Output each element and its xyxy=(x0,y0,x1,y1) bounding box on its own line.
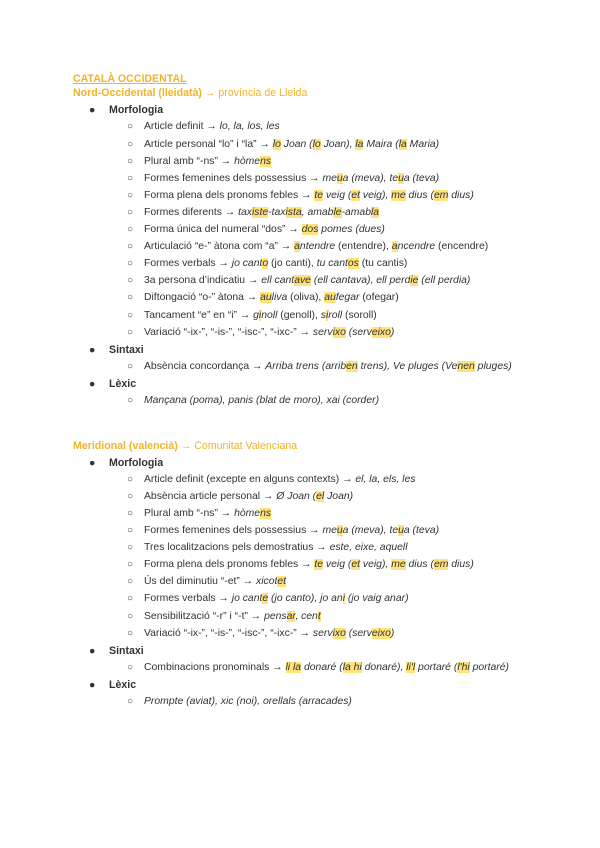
item-text: Prompte (aviat), xic (noi), orellals (arracades) xyxy=(144,696,352,707)
item-text: Plural amb “-ns” → xyxy=(144,507,235,519)
item-text: este, eixe, aquell xyxy=(329,542,408,554)
item-text: veig ( xyxy=(323,189,352,201)
hollow-bullet-icon: ○ xyxy=(127,241,134,253)
list-item xyxy=(127,627,395,639)
highlighted-text: la xyxy=(370,206,380,218)
item-text: s xyxy=(320,309,326,321)
list-item xyxy=(127,525,440,536)
item-text: (serv xyxy=(345,627,372,639)
highlighted-text: i xyxy=(325,309,329,321)
hollow-bullet-icon: ○ xyxy=(127,610,134,622)
list-item xyxy=(127,490,354,502)
hollow-bullet-icon: ○ xyxy=(127,360,134,372)
item-text: pluges) xyxy=(474,360,512,372)
item-text: el, la, els, les xyxy=(355,473,416,485)
list-item xyxy=(127,696,352,707)
highlighted-text: nen xyxy=(457,360,475,372)
item-text: a (meva), te xyxy=(342,172,399,184)
highlighted-text: ave xyxy=(294,275,311,287)
item-text: Plural amb “-ns” → xyxy=(144,155,235,167)
section-heading-name: Meridional (valencià) xyxy=(73,439,178,452)
list-item xyxy=(127,542,408,554)
highlighted-text: la xyxy=(355,138,364,150)
item-text: donaré ( xyxy=(301,661,343,673)
highlighted-text: e xyxy=(262,593,269,605)
highlighted-text: ixo xyxy=(332,326,346,338)
list-item xyxy=(127,395,380,406)
item-text: ell cant xyxy=(261,275,295,287)
item-text: Formes diferents → xyxy=(144,206,239,218)
highlighted-text: li la xyxy=(285,661,302,673)
highlighted-text: la xyxy=(398,138,407,150)
hollow-bullet-icon: ○ xyxy=(127,395,134,406)
highlighted-text: me xyxy=(391,189,406,201)
filled-bullet-icon: ● xyxy=(89,377,96,390)
item-text: (jo canti), xyxy=(268,258,317,270)
hollow-bullet-icon: ○ xyxy=(127,627,134,639)
highlighted-text: eixo xyxy=(371,326,391,338)
highlighted-text: te xyxy=(314,559,324,571)
highlighted-text: u xyxy=(398,525,404,536)
hollow-bullet-icon: ○ xyxy=(127,542,134,554)
highlighted-text: dos xyxy=(301,224,319,235)
highlighted-text: l'hi xyxy=(457,661,470,673)
list-item xyxy=(127,507,272,519)
highlighted-text: i xyxy=(342,593,345,605)
highlighted-text: te xyxy=(314,189,324,201)
item-text: tu cant xyxy=(316,258,348,270)
item-text: (serv xyxy=(345,326,372,338)
list-item xyxy=(127,610,321,622)
item-text: Joan ( xyxy=(280,138,313,150)
item-text: dius) xyxy=(448,189,474,201)
item-text: Tres localitzacions pels demostratius → xyxy=(144,542,330,554)
highlighted-text: au xyxy=(324,292,336,304)
highlighted-text: ixo xyxy=(332,627,346,639)
highlighted-text: em xyxy=(433,189,449,201)
item-text: a (meva), te xyxy=(342,525,399,536)
filled-bullet-icon: ● xyxy=(89,104,96,117)
hollow-bullet-icon: ○ xyxy=(127,292,134,304)
item-text: pomes (dues) xyxy=(318,224,385,235)
item-text: Variació “-ix-”, “-is-”, “-isc-”, “-ixc-” → xyxy=(144,627,313,639)
item-text: (entendre), xyxy=(335,241,392,253)
category-heading xyxy=(89,377,137,390)
category-label: Lèxic xyxy=(109,678,137,691)
highlighted-text: li'l xyxy=(406,661,416,673)
section-heading-region: → Comunitat Valenciana xyxy=(177,439,298,452)
item-text: (ofegar) xyxy=(359,292,399,304)
filled-bullet-icon: ● xyxy=(89,644,96,657)
item-text: Article definit (excepte en alguns contexts) → xyxy=(144,473,356,485)
highlighted-text: ar xyxy=(286,610,296,622)
category-label: Sintaxi xyxy=(109,644,144,657)
hollow-bullet-icon: ○ xyxy=(127,559,134,571)
list-item xyxy=(127,559,474,571)
item-text: xicot xyxy=(256,576,278,588)
list-item xyxy=(127,326,395,338)
hollow-bullet-icon: ○ xyxy=(127,326,134,338)
item-text: Absència concordança → xyxy=(144,360,266,372)
section-heading xyxy=(73,87,307,99)
item-text: Article definit → xyxy=(144,121,220,133)
hollow-bullet-icon: ○ xyxy=(127,121,134,133)
section-heading xyxy=(73,440,297,452)
item-text: Joan) xyxy=(324,490,354,502)
filled-bullet-icon: ● xyxy=(89,343,96,356)
item-text: Sensibilització “-r” i “-t” → xyxy=(144,610,265,622)
item-text: (jo canto), jo an xyxy=(268,593,343,605)
highlighted-text: au xyxy=(260,292,272,304)
highlighted-text: la hi xyxy=(342,661,362,673)
hollow-bullet-icon: ○ xyxy=(127,189,134,201)
item-text: Formes femenines dels possessius → xyxy=(144,525,323,536)
list-item xyxy=(127,121,280,133)
item-text: me xyxy=(322,172,337,184)
item-text: hòme xyxy=(234,155,261,167)
item-text: Forma plena dels pronoms febles → xyxy=(144,559,315,571)
item-text: Formes femenines dels possessius → xyxy=(144,172,323,184)
item-text: dius) xyxy=(448,559,474,571)
highlighted-text: a xyxy=(391,241,398,253)
item-text: donaré), xyxy=(361,661,407,673)
hollow-bullet-icon: ○ xyxy=(127,138,134,150)
item-text: Articulació “e-” àtona com “a” → xyxy=(144,241,295,253)
item-text: (oliva), xyxy=(287,292,325,304)
item-text: roll xyxy=(328,309,343,321)
item-text: veig ( xyxy=(323,559,352,571)
list-item xyxy=(127,292,399,304)
filled-bullet-icon: ● xyxy=(89,678,96,691)
item-text: serv xyxy=(312,326,333,338)
item-text: Mançana (poma), panis (blat de moro), xai (corder) xyxy=(144,395,380,406)
hollow-bullet-icon: ○ xyxy=(127,593,134,605)
item-text: Formes verbals → xyxy=(144,258,232,270)
item-text: (ell cantava), ell perd xyxy=(310,275,411,287)
item-text: Maira ( xyxy=(363,138,399,150)
list-item xyxy=(127,258,408,270)
item-text: , amab xyxy=(301,206,334,218)
item-text: veig), xyxy=(360,189,392,201)
highlighted-text: os xyxy=(347,258,359,270)
item-text: Ø xyxy=(276,490,285,502)
item-text: , cen xyxy=(295,610,318,622)
section-heading-name: Nord-Occidental (lleidatà) xyxy=(73,87,202,100)
list-item xyxy=(127,224,385,235)
highlighted-text: u xyxy=(398,172,404,184)
hollow-bullet-icon: ○ xyxy=(127,275,134,287)
item-text: a (teva) xyxy=(403,172,440,184)
item-text: a (teva) xyxy=(403,525,440,536)
hollow-bullet-icon: ○ xyxy=(127,224,134,235)
highlighted-text: et xyxy=(277,576,287,588)
item-text: trens), Ve pluges (Ve xyxy=(357,360,458,372)
item-text: Forma plena dels pronoms febles → xyxy=(144,189,315,201)
list-item xyxy=(127,473,416,485)
item-text: serv xyxy=(312,627,333,639)
item-text: Joan), xyxy=(320,138,356,150)
highlighted-text: u xyxy=(336,525,343,536)
list-item xyxy=(127,661,509,673)
hollow-bullet-icon: ○ xyxy=(127,661,134,673)
category-heading xyxy=(89,104,164,117)
hollow-bullet-icon: ○ xyxy=(127,576,134,588)
item-text: noll xyxy=(261,309,278,321)
item-text: ) xyxy=(390,627,395,639)
hollow-bullet-icon: ○ xyxy=(127,309,134,321)
category-label: Morfologia xyxy=(109,456,164,469)
item-text: g xyxy=(253,309,259,321)
highlighted-text: eixo xyxy=(371,627,391,639)
item-text: veig), xyxy=(360,559,392,571)
category-label: Morfologia xyxy=(109,104,164,117)
list-item xyxy=(127,241,489,253)
item-text: Joan ( xyxy=(284,490,317,502)
category-label: Lèxic xyxy=(109,377,137,390)
highlighted-text: o xyxy=(262,258,269,270)
item-text: Absència article personal → xyxy=(144,490,277,502)
item-text: (ell perdia) xyxy=(418,275,471,287)
list-item xyxy=(127,189,474,201)
highlighted-text: le xyxy=(333,206,342,218)
list-item xyxy=(127,206,380,218)
item-text: jo cant xyxy=(231,593,263,605)
item-text: jo cant xyxy=(231,258,263,270)
category-heading xyxy=(89,456,164,469)
category-heading xyxy=(89,343,144,356)
item-text: me xyxy=(322,525,337,536)
list-item xyxy=(127,138,440,150)
category-heading xyxy=(89,644,144,657)
item-text: ntendre xyxy=(299,241,336,253)
item-text: (jo vaig anar) xyxy=(345,593,409,605)
item-text: Tancament “e” en “i” → xyxy=(144,309,254,321)
hollow-bullet-icon: ○ xyxy=(127,696,134,707)
item-text: (encendre) xyxy=(435,241,489,253)
item-text: Diftongació “o-” àtona → xyxy=(144,292,261,304)
item-text: portaré ( xyxy=(415,661,458,673)
item-text: dius ( xyxy=(405,559,434,571)
list-item xyxy=(127,155,272,167)
highlighted-text: en xyxy=(346,360,358,372)
highlighted-text: u xyxy=(336,172,343,184)
highlighted-text: me xyxy=(391,559,406,571)
item-text: -tax xyxy=(268,206,286,218)
highlighted-text: lo xyxy=(312,138,321,150)
item-text: tax xyxy=(238,206,252,218)
item-text: (tu cantis) xyxy=(358,258,408,270)
hollow-bullet-icon: ○ xyxy=(127,490,134,502)
item-text: lo, la, los, les xyxy=(219,121,280,133)
item-text: Formes verbals → xyxy=(144,593,232,605)
list-item xyxy=(127,576,287,588)
item-text: hòme xyxy=(234,507,261,519)
item-text: dius ( xyxy=(405,189,434,201)
highlighted-text: el xyxy=(316,490,325,502)
category-label: Sintaxi xyxy=(109,343,144,356)
highlighted-text: ie xyxy=(410,275,419,287)
highlighted-text: em xyxy=(433,559,449,571)
item-text: pens xyxy=(264,610,287,622)
hollow-bullet-icon: ○ xyxy=(127,507,134,519)
list-item xyxy=(127,309,377,321)
highlighted-text: et xyxy=(351,189,361,201)
item-text: 3a persona d’indicatiu → xyxy=(144,275,262,287)
list-item xyxy=(127,172,440,184)
item-text: ) xyxy=(390,326,395,338)
highlighted-text: iste xyxy=(252,206,269,218)
filled-bullet-icon: ● xyxy=(89,456,96,469)
highlighted-text: et xyxy=(351,559,361,571)
item-text: (genoll), xyxy=(277,309,321,321)
list-item xyxy=(127,593,409,605)
highlighted-text: t xyxy=(317,610,321,622)
category-heading xyxy=(89,678,137,691)
highlighted-text: ns xyxy=(260,155,272,167)
item-text: Arriba trens (arrib xyxy=(265,360,347,372)
section-heading-region: → província de Lleida xyxy=(201,87,308,100)
highlighted-text: i xyxy=(258,309,262,321)
hollow-bullet-icon: ○ xyxy=(127,172,134,184)
item-text: Combinacions pronominals → xyxy=(144,661,286,673)
item-text: Ús del diminutiu “-et” → xyxy=(144,576,257,588)
highlighted-text: lo xyxy=(272,138,281,150)
hollow-bullet-icon: ○ xyxy=(127,206,134,218)
hollow-bullet-icon: ○ xyxy=(127,258,134,270)
item-text: Variació “-ix-”, “-is-”, “-isc-”, “-ixc-” → xyxy=(144,326,313,338)
item-text: portaré) xyxy=(469,661,509,673)
item-text: Article personal “lo” i “la” → xyxy=(144,138,273,150)
item-text: liva xyxy=(271,292,288,304)
list-item xyxy=(127,275,471,287)
highlighted-text: ns xyxy=(260,507,272,519)
item-text: Forma única del numeral “dos” → xyxy=(144,224,302,235)
item-text: -amab xyxy=(341,206,371,218)
hollow-bullet-icon: ○ xyxy=(127,155,134,167)
item-text: fegar xyxy=(335,292,360,304)
item-text: ncendre xyxy=(397,241,436,253)
highlighted-text: ista xyxy=(285,206,302,218)
list-item xyxy=(127,360,512,372)
hollow-bullet-icon: ○ xyxy=(127,473,134,485)
highlighted-text: a xyxy=(294,241,300,253)
item-text: Maria) xyxy=(406,138,440,150)
document-title: CATALÀ OCCIDENTAL xyxy=(73,73,187,85)
hollow-bullet-icon: ○ xyxy=(127,525,134,536)
item-text: (soroll) xyxy=(342,309,377,321)
